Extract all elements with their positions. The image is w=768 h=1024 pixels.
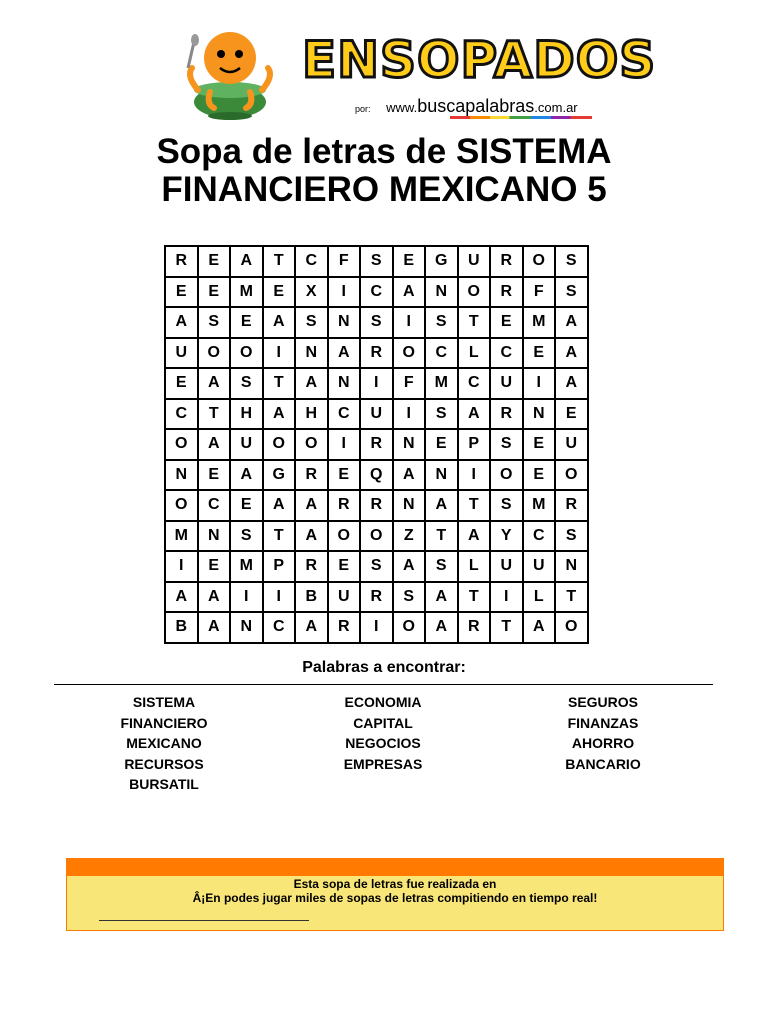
grid-cell[interactable]: I [523, 368, 556, 399]
grid-cell[interactable]: O [295, 429, 328, 460]
grid-cell[interactable]: A [198, 612, 231, 643]
grid-cell[interactable]: N [523, 399, 556, 430]
grid-cell[interactable]: A [523, 612, 556, 643]
word-item: BANCARIO [565, 755, 641, 772]
grid-cell[interactable]: A [263, 307, 296, 338]
grid-cell[interactable]: A [230, 460, 263, 491]
grid-cell[interactable]: I [230, 582, 263, 613]
grid-cell[interactable]: L [523, 582, 556, 613]
footer-line-2: Â¡En podes jugar miles de sopas de letras compitiendo en tiempo real! [192, 891, 598, 905]
grid-cell[interactable]: Y [490, 521, 523, 552]
grid-row [165, 246, 588, 277]
word-list-column-3 [493, 692, 713, 774]
grid-cell[interactable]: S [555, 246, 588, 277]
grid-row [165, 307, 588, 338]
grid-cell[interactable]: R [328, 612, 361, 643]
grid-cell[interactable]: E [230, 307, 263, 338]
grid-cell[interactable]: A [263, 399, 296, 430]
grid-cell[interactable]: C [490, 338, 523, 369]
word-item: FINANCIERO [120, 714, 208, 731]
grid-cell[interactable]: N [425, 277, 458, 308]
octopus-mascot-icon [180, 28, 280, 120]
by-label: por: [355, 104, 371, 114]
grid-cell[interactable]: M [523, 307, 556, 338]
grid-cell[interactable]: A [425, 582, 458, 613]
grid-row [165, 399, 588, 430]
grid-cell[interactable]: O [165, 429, 198, 460]
grid-cell[interactable]: S [555, 277, 588, 308]
grid-cell[interactable]: S [490, 429, 523, 460]
grid-cell[interactable]: M [230, 277, 263, 308]
grid-cell[interactable]: C [523, 521, 556, 552]
grid-cell[interactable]: A [425, 490, 458, 521]
grid-cell[interactable]: T [555, 582, 588, 613]
grid-cell[interactable]: S [425, 399, 458, 430]
grid-cell[interactable]: U [230, 429, 263, 460]
grid-cell[interactable]: R [165, 246, 198, 277]
grid-cell[interactable]: A [393, 460, 426, 491]
grid-cell[interactable]: U [165, 338, 198, 369]
url-site: buscapalabras [417, 96, 535, 116]
grid-cell[interactable]: B [165, 612, 198, 643]
grid-cell[interactable]: R [490, 399, 523, 430]
grid-cell[interactable]: H [295, 399, 328, 430]
word-item: NEGOCIOS [345, 735, 421, 752]
grid-cell[interactable]: I [393, 307, 426, 338]
grid-cell[interactable]: U [490, 551, 523, 582]
grid-cell[interactable]: Q [360, 460, 393, 491]
grid-cell[interactable]: T [458, 307, 491, 338]
grid-cell[interactable]: N [165, 460, 198, 491]
grid-cell[interactable]: O [198, 338, 231, 369]
grid-row [165, 429, 588, 460]
grid-cell[interactable]: R [295, 551, 328, 582]
grid-cell[interactable]: T [263, 368, 296, 399]
grid-cell[interactable]: E [523, 338, 556, 369]
grid-cell[interactable]: C [198, 490, 231, 521]
grid-cell[interactable]: S [360, 307, 393, 338]
grid-cell[interactable]: O [360, 521, 393, 552]
grid-cell[interactable]: I [263, 338, 296, 369]
grid-row [165, 551, 588, 582]
grid-cell[interactable]: T [198, 399, 231, 430]
grid-cell[interactable]: A [555, 338, 588, 369]
grid-cell[interactable]: A [328, 338, 361, 369]
grid-cell[interactable]: G [263, 460, 296, 491]
grid-cell[interactable]: N [328, 307, 361, 338]
grid-cell[interactable]: M [230, 551, 263, 582]
grid-cell[interactable]: I [263, 582, 296, 613]
grid-cell[interactable]: F [328, 246, 361, 277]
grid-cell[interactable]: E [490, 307, 523, 338]
page-title [0, 133, 768, 209]
grid-cell[interactable]: A [295, 368, 328, 399]
grid-cell[interactable]: A [295, 490, 328, 521]
grid-cell[interactable]: A [165, 307, 198, 338]
grid-cell[interactable]: I [490, 582, 523, 613]
grid-cell[interactable]: S [425, 307, 458, 338]
grid-cell[interactable]: C [295, 246, 328, 277]
grid-cell[interactable]: S [198, 307, 231, 338]
grid-cell[interactable]: E [523, 429, 556, 460]
grid-cell[interactable]: U [523, 551, 556, 582]
grid-cell[interactable]: E [425, 429, 458, 460]
grid-cell[interactable]: I [360, 612, 393, 643]
grid-cell[interactable]: O [393, 612, 426, 643]
grid-cell[interactable]: O [523, 246, 556, 277]
grid-cell[interactable]: L [458, 551, 491, 582]
grid-cell[interactable]: B [295, 582, 328, 613]
grid-cell[interactable]: O [490, 460, 523, 491]
grid-cell[interactable]: E [328, 551, 361, 582]
grid-cell[interactable]: M [425, 368, 458, 399]
grid-cell[interactable]: O [555, 612, 588, 643]
grid-cell[interactable]: E [393, 246, 426, 277]
grid-cell[interactable]: N [198, 521, 231, 552]
grid-cell[interactable]: I [165, 551, 198, 582]
grid-cell[interactable]: S [393, 582, 426, 613]
grid-cell[interactable]: P [458, 429, 491, 460]
grid-cell[interactable]: E [263, 277, 296, 308]
word-search-grid [164, 245, 589, 644]
site-url[interactable] [355, 96, 578, 117]
grid-cell[interactable]: N [555, 551, 588, 582]
grid-cell[interactable]: R [360, 490, 393, 521]
grid-cell[interactable]: M [165, 521, 198, 552]
grid-cell[interactable]: U [328, 582, 361, 613]
grid-cell[interactable]: S [360, 246, 393, 277]
grid-cell[interactable]: A [555, 307, 588, 338]
url-www: www. [386, 100, 418, 115]
grid-cell[interactable]: P [263, 551, 296, 582]
grid-cell[interactable]: T [425, 521, 458, 552]
grid-cell[interactable]: A [230, 246, 263, 277]
grid-cell[interactable]: A [263, 490, 296, 521]
title-line-2: FINANCIERO MEXICANO 5 [161, 170, 607, 209]
word-item: BURSATIL [129, 776, 199, 793]
grid-cell[interactable]: R [360, 429, 393, 460]
grid-cell[interactable]: A [198, 582, 231, 613]
grid-cell[interactable]: R [360, 582, 393, 613]
grid-cell[interactable]: E [198, 551, 231, 582]
grid-cell[interactable]: O [263, 429, 296, 460]
grid-cell[interactable]: F [393, 368, 426, 399]
grid-cell[interactable]: C [458, 368, 491, 399]
word-item: SISTEMA [132, 694, 196, 710]
grid-cell[interactable]: I [360, 368, 393, 399]
word-item: ECONOMIA [344, 694, 422, 710]
footer-line-1: Esta sopa de letras fue realizada en [293, 877, 497, 891]
grid-cell[interactable]: R [490, 246, 523, 277]
grid-cell[interactable]: R [295, 460, 328, 491]
grid-cell[interactable]: R [360, 338, 393, 369]
grid-cell[interactable]: T [263, 246, 296, 277]
grid-cell[interactable]: O [555, 460, 588, 491]
grid-cell[interactable]: A [425, 612, 458, 643]
word-item: SEGUROS [567, 694, 638, 710]
grid-row [165, 521, 588, 552]
grid-cell[interactable]: N [295, 338, 328, 369]
logo-area [180, 28, 657, 124]
grid-cell[interactable]: A [198, 368, 231, 399]
grid-cell[interactable]: E [328, 460, 361, 491]
grid-cell[interactable]: A [198, 429, 231, 460]
grid-cell[interactable]: S [490, 490, 523, 521]
grid-cell[interactable]: E [555, 399, 588, 430]
word-item: RECURSOS [124, 755, 204, 772]
grid-cell[interactable]: T [490, 612, 523, 643]
grid-cell[interactable]: U [458, 246, 491, 277]
grid-cell[interactable]: E [165, 277, 198, 308]
grid-cell[interactable]: O [458, 277, 491, 308]
footer-box [66, 876, 724, 931]
grid-cell[interactable]: A [393, 551, 426, 582]
grid-cell[interactable]: O [230, 338, 263, 369]
grid-cell[interactable]: U [360, 399, 393, 430]
grid-cell[interactable]: A [295, 521, 328, 552]
grid-cell[interactable]: F [523, 277, 556, 308]
grid-cell[interactable]: S [425, 551, 458, 582]
url-domain: .com.ar [534, 100, 578, 115]
grid-cell[interactable]: S [360, 551, 393, 582]
grid-cell[interactable]: C [425, 338, 458, 369]
grid-cell[interactable]: A [458, 399, 491, 430]
grid-row [165, 338, 588, 369]
grid-cell[interactable]: T [263, 521, 296, 552]
grid-cell[interactable]: A [555, 368, 588, 399]
word-item: CAPITAL [353, 714, 413, 731]
grid-cell[interactable]: E [198, 460, 231, 491]
grid-cell[interactable]: S [230, 521, 263, 552]
grid-cell[interactable]: A [165, 582, 198, 613]
brand-logo-text: ENSOPADOS [302, 31, 657, 89]
grid-cell[interactable]: A [295, 612, 328, 643]
grid-cell[interactable]: C [328, 399, 361, 430]
grid-cell[interactable]: R [555, 490, 588, 521]
grid-row [165, 460, 588, 491]
grid-cell[interactable]: S [295, 307, 328, 338]
grid-cell[interactable]: O [393, 338, 426, 369]
grid-cell[interactable]: L [458, 338, 491, 369]
grid-cell[interactable]: A [393, 277, 426, 308]
word-item: EMPRESAS [343, 755, 423, 772]
grid-cell[interactable]: T [458, 582, 491, 613]
grid-cell[interactable]: A [458, 521, 491, 552]
grid-cell[interactable]: E [523, 460, 556, 491]
grid-cell[interactable]: C [263, 612, 296, 643]
grid-cell[interactable]: E [230, 490, 263, 521]
grid-cell[interactable]: N [425, 460, 458, 491]
rainbow-underline [450, 116, 592, 119]
grid-cell[interactable]: C [360, 277, 393, 308]
grid-cell[interactable]: S [230, 368, 263, 399]
grid-cell[interactable]: S [555, 521, 588, 552]
word-item: MEXICANO [126, 735, 202, 752]
grid-cell[interactable]: I [328, 429, 361, 460]
grid-cell[interactable]: N [328, 368, 361, 399]
grid-cell[interactable]: N [393, 429, 426, 460]
grid-cell[interactable]: X [295, 277, 328, 308]
grid-cell[interactable]: O [328, 521, 361, 552]
grid-cell[interactable]: R [328, 490, 361, 521]
grid-row [165, 277, 588, 308]
word-item: AHORRO [571, 735, 635, 752]
grid-cell[interactable]: R [458, 612, 491, 643]
grid-cell[interactable]: U [555, 429, 588, 460]
title-line-1: Sopa de letras de SISTEMA [156, 132, 612, 171]
word-list-column-2 [273, 692, 493, 774]
grid-cell[interactable]: N [393, 490, 426, 521]
grid-cell[interactable]: I [458, 460, 491, 491]
grid-row [165, 490, 588, 521]
grid-cell[interactable]: I [393, 399, 426, 430]
grid-row [165, 368, 588, 399]
word-item: FINANZAS [567, 714, 639, 731]
grid-cell[interactable]: M [523, 490, 556, 521]
signature-line [99, 920, 309, 921]
divider [54, 684, 713, 685]
words-heading: Palabras a encontrar: [302, 659, 466, 676]
grid-cell[interactable]: R [490, 277, 523, 308]
grid-row [165, 612, 588, 643]
grid-cell[interactable]: U [490, 368, 523, 399]
grid-cell[interactable]: C [165, 399, 198, 430]
grid-cell[interactable]: I [328, 277, 361, 308]
grid-cell[interactable]: Z [393, 521, 426, 552]
grid-cell[interactable]: N [230, 612, 263, 643]
grid-cell[interactable]: G [425, 246, 458, 277]
grid-cell[interactable]: H [230, 399, 263, 430]
grid-cell[interactable]: E [165, 368, 198, 399]
word-list-column-1 [54, 692, 274, 795]
grid-row [165, 582, 588, 613]
grid-cell[interactable]: E [198, 277, 231, 308]
grid-cell[interactable]: T [458, 490, 491, 521]
grid-cell[interactable]: E [198, 246, 231, 277]
grid-cell[interactable]: O [165, 490, 198, 521]
footer-accent-bar [66, 858, 724, 876]
